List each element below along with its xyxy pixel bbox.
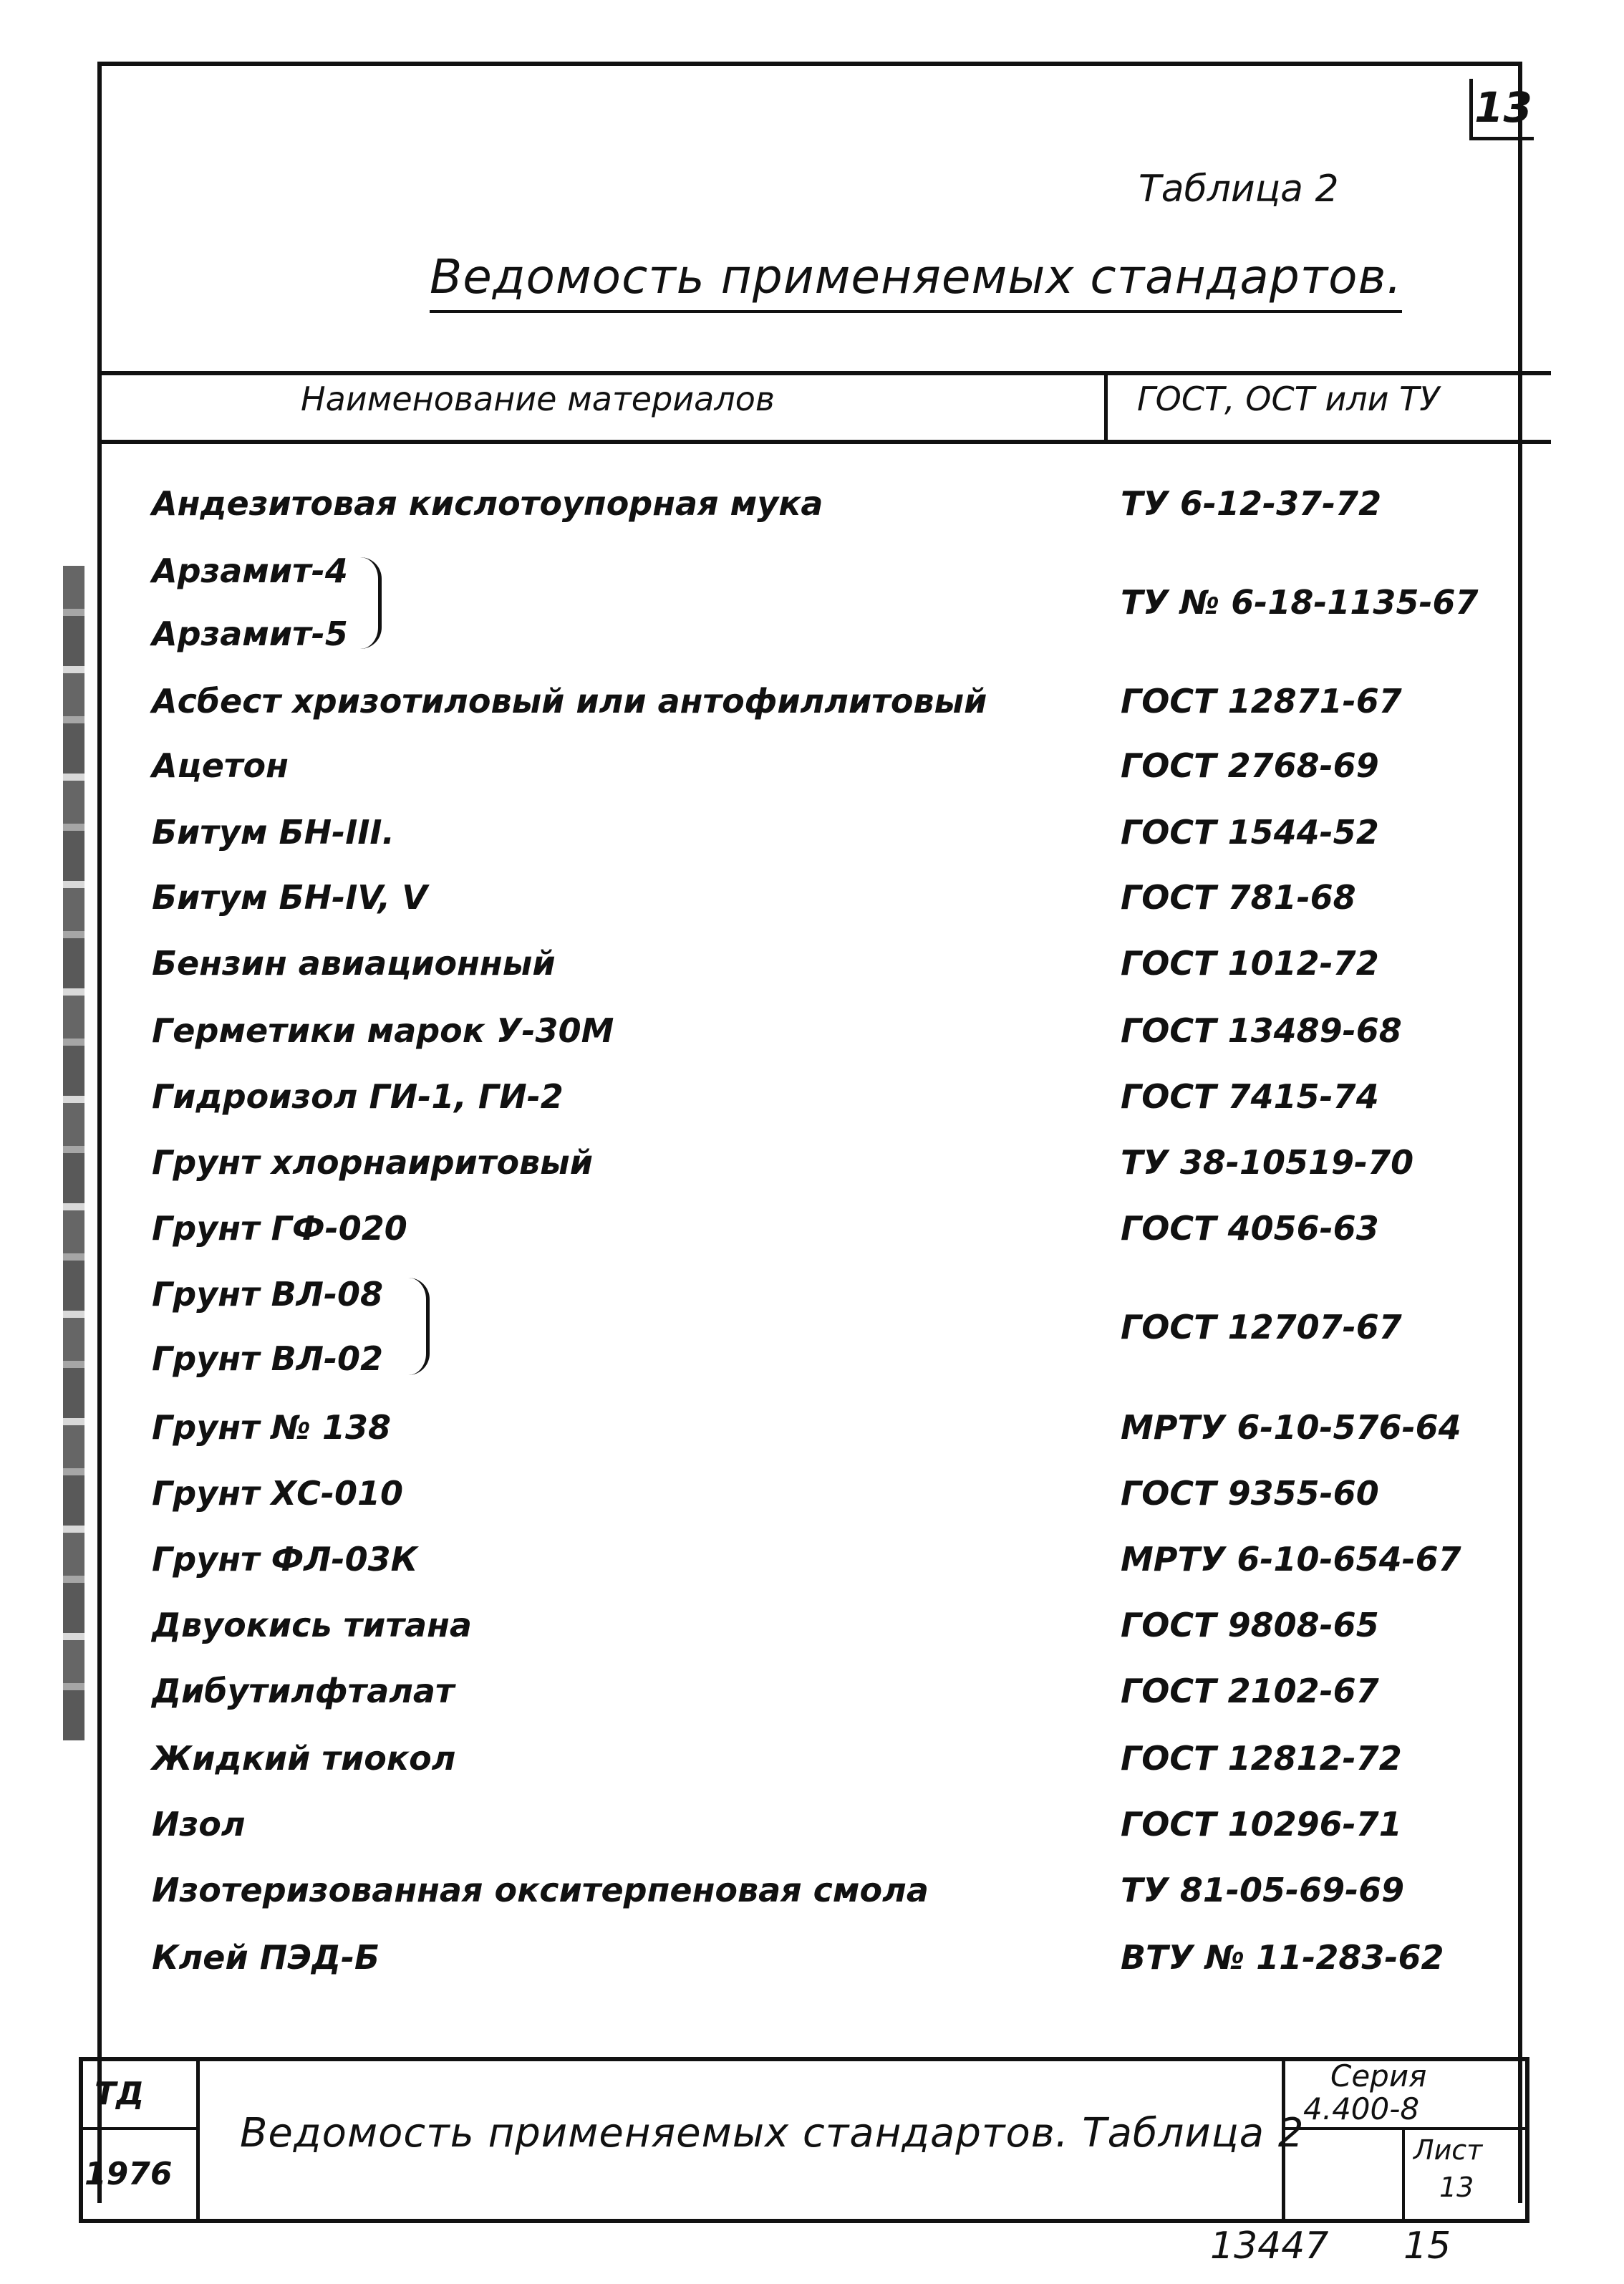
row-standard: ТУ 81-05-69-69 — [1121, 1871, 1405, 1909]
row-name: Арзамит-5 — [152, 615, 348, 653]
row-standard: ГОСТ 4056-63 — [1121, 1209, 1379, 1248]
row-standard: ТУ 38-10519-70 — [1121, 1143, 1414, 1182]
title-block-right-rule — [1525, 2057, 1529, 2223]
row-name: Двуокись титана — [152, 1606, 472, 1644]
binding-strip — [63, 566, 84, 1740]
title-block-left-rule — [79, 2057, 83, 2223]
row-name: Грунт хлорнаиритовый — [152, 1143, 593, 1182]
row-standard: МРТУ 6-10-576-64 — [1121, 1408, 1461, 1447]
row-name: Дибутилфталат — [152, 1672, 455, 1710]
row-name: Бензин авиационный — [152, 944, 556, 983]
row-standard: ГОСТ 9808-65 — [1121, 1606, 1379, 1644]
row-standard: ГОСТ 12871-67 — [1121, 682, 1402, 721]
archive-page: 15 — [1403, 2225, 1451, 2268]
row-standard: МРТУ 6-10-654-67 — [1121, 1540, 1461, 1579]
title-block-top-rule — [79, 2057, 1529, 2061]
row-name: Клей ПЭД-Б — [152, 1938, 380, 1977]
row-standard: ВТУ № 11-283-62 — [1121, 1938, 1444, 1977]
title-block-divider — [1282, 2127, 1529, 2130]
row-name: Герметики марок У-30М — [152, 1011, 614, 1050]
title-block-bottom-rule — [79, 2219, 1529, 2223]
header-bottom-rule — [97, 440, 1551, 444]
row-name: Изотеризованная окситерпеновая смола — [152, 1871, 929, 1909]
title-block-divider — [79, 2127, 198, 2130]
row-name: Грунт № 138 — [152, 1408, 392, 1447]
sheet-value: 13 — [1439, 2172, 1474, 2203]
group-brace — [397, 1278, 430, 1375]
row-name: Грунт ГФ-020 — [152, 1209, 407, 1248]
row-name: Арзамит-4 — [152, 551, 348, 590]
row-name: Изол — [152, 1805, 246, 1844]
row-name: Битум БН-III. — [152, 813, 395, 852]
page-title: Ведомость применяемых стандартов. — [430, 249, 1402, 313]
row-standard: ГОСТ 7415-74 — [1121, 1077, 1379, 1116]
row-standard: ГОСТ 10296-71 — [1121, 1805, 1402, 1844]
row-standard: ТУ № 6-18-1135-67 — [1121, 583, 1479, 622]
row-name: Грунт ХС-010 — [152, 1474, 404, 1513]
row-name: Гидроизол ГИ-1, ГИ-2 — [152, 1077, 564, 1116]
table-label: Таблица 2 — [1139, 168, 1339, 211]
header-column-divider — [1104, 371, 1108, 443]
title-block-divider — [1402, 2130, 1405, 2222]
row-name: Жидкий тиокол — [152, 1739, 456, 1778]
row-standard: ГОСТ 9355-60 — [1121, 1474, 1379, 1513]
row-name: Грунт ВЛ-08 — [152, 1275, 384, 1314]
row-name: Битум БН-IV, V — [152, 878, 427, 917]
row-standard: ГОСТ 12707-67 — [1121, 1308, 1402, 1346]
page-number: 13 — [1469, 79, 1534, 140]
row-name: Грунт ВЛ-02 — [152, 1339, 384, 1378]
series-label: Серия — [1330, 2058, 1427, 2093]
row-name: Асбест хризотиловый или антофиллитовый — [152, 682, 987, 721]
group-brace — [349, 557, 382, 649]
row-standard: ГОСТ 2768-69 — [1121, 746, 1379, 785]
row-name: Андезитовая кислотоупорная мука — [152, 484, 823, 523]
year: 1976 — [84, 2156, 173, 2192]
row-standard: ГОСТ 1012-72 — [1121, 944, 1379, 983]
row-standard: ГОСТ 781-68 — [1121, 878, 1356, 917]
column-header-standard: ГОСТ, ОСТ или ТУ — [1137, 380, 1440, 418]
header-top-rule — [97, 371, 1551, 375]
row-standard: ГОСТ 1544-52 — [1121, 813, 1379, 852]
title-block-divider — [196, 2057, 200, 2223]
organization-code: ТД — [95, 2076, 145, 2112]
column-header-name: Наименование материалов — [301, 380, 775, 418]
title-block-title: Ведомость применяемых стандартов. Таблица 2 — [240, 2110, 1305, 2157]
row-name: Грунт ФЛ-03К — [152, 1540, 418, 1579]
row-standard: ГОСТ 12812-72 — [1121, 1739, 1402, 1778]
row-standard: ТУ 6-12-37-72 — [1121, 484, 1382, 523]
row-standard: ГОСТ 2102-67 — [1121, 1672, 1379, 1710]
archive-number: 13447 — [1210, 2225, 1329, 2268]
series-value: 4.400-8 — [1303, 2091, 1420, 2126]
sheet-label: Лист — [1413, 2134, 1483, 2166]
row-name: Ацетон — [152, 746, 289, 785]
row-standard: ГОСТ 13489-68 — [1121, 1011, 1402, 1050]
